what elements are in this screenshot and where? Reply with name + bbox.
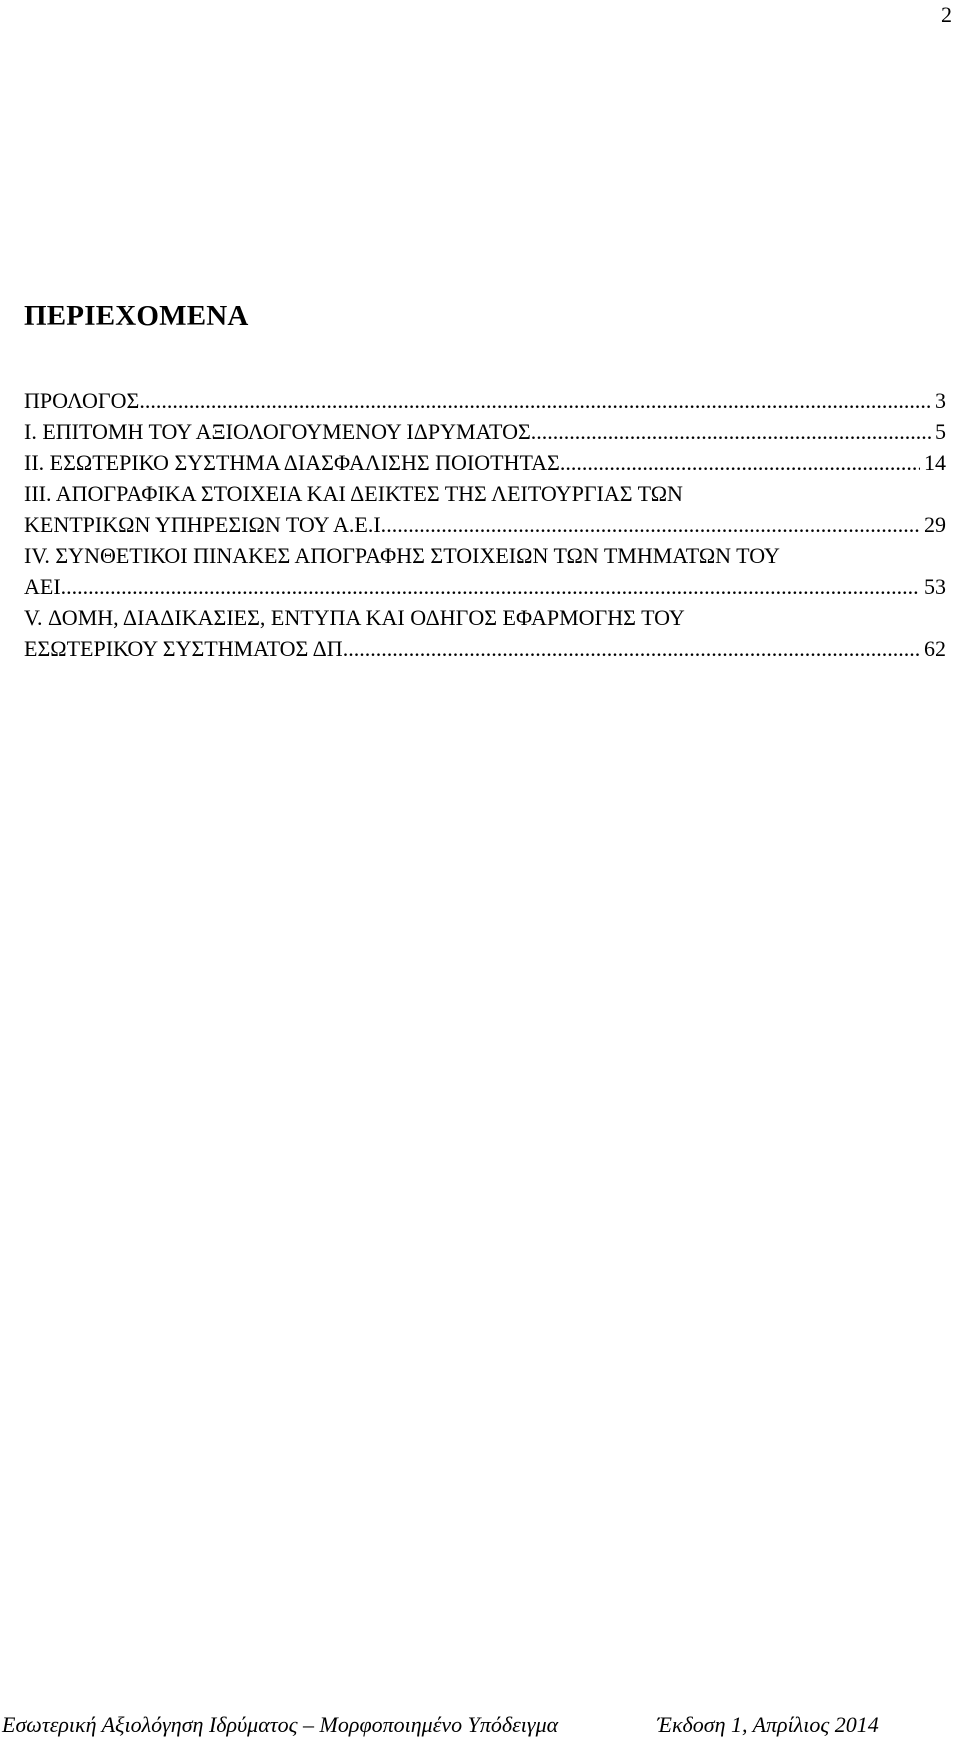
- toc-page-number: 62: [924, 636, 946, 661]
- toc-entry-text: ΙΙ. ΕΣΩΤΕΡΙΚΟ ΣΥΣΤΗΜΑ ΔΙΑΣΦΑΛΙΣΗΣ ΠΟΙΟΤΗΤΑΣ: [24, 450, 560, 475]
- toc-page-number: 5: [935, 419, 946, 444]
- toc-title: ΠΕΡΙΕΧΟΜΕΝΑ: [24, 300, 249, 332]
- toc-entry-last-line: [24, 509, 946, 540]
- toc-entry-text: ΠΡΟΛΟΓΟΣ: [24, 388, 140, 413]
- toc-entry-text-line-1: IV. ΣΥΝΘΕΤΙΚΟΙ ΠΙΝΑΚΕΣ ΑΠΟΓΡΑΦΗΣ ΣΤΟΙΧΕΙΩΝ ΤΩΝ ΤΜΗΜΑΤΩΝ ΤΟΥ: [24, 543, 780, 568]
- toc-leader-dots: [560, 447, 920, 478]
- toc-entry-section-2[interactable]: [24, 447, 946, 478]
- toc-leader-dots: [386, 509, 920, 540]
- toc-entry-text-line-2: ΕΣΩΤΕΡΙΚΟΥ ΣΥΣΤΗΜΑΤΟΣ ΔΠ: [24, 636, 343, 661]
- toc-page-number: 53: [924, 574, 946, 599]
- page-number: 2: [941, 2, 952, 27]
- toc-leader-dots: [531, 416, 931, 447]
- toc-leader-dots: [139, 385, 931, 416]
- toc-leader-dots: [343, 633, 920, 664]
- toc-entry-section-4[interactable]: [24, 540, 946, 602]
- toc-page-number: 29: [924, 512, 946, 537]
- toc-entry-text: Ι. ΕΠΙΤΟΜΗ ΤΟΥ ΑΞΙΟΛΟΓΟΥΜΕΝΟΥ ΙΔΡΥΜΑΤΟΣ: [24, 419, 531, 444]
- footer-document-title: Εσωτερική Αξιολόγηση Ιδρύματος – Μορφοποιημένο Υπόδειγμα: [2, 1712, 559, 1737]
- toc-entry-text-line-1: V. ΔΟΜΗ, ΔΙΑΔΙΚΑΣΙΕΣ, ΕΝΤΥΠΑ ΚΑΙ ΟΔΗΓΟΣ ΕΦΑΡΜΟΓΗΣ ΤΟΥ: [24, 605, 685, 630]
- toc-entry-last-line: [24, 633, 946, 664]
- toc-entry-text-line-1: ΙΙΙ. ΑΠΟΓΡΑΦΙΚΑ ΣΤΟΙΧΕΙΑ ΚΑΙ ΔΕΙΚΤΕΣ ΤΗΣ ΛΕΙΤΟΥΡΓΙΑΣ ΤΩΝ: [24, 481, 683, 506]
- toc-entry-last-line: [24, 571, 946, 602]
- toc-entry-section-1[interactable]: [24, 416, 946, 447]
- toc-entry-prologue[interactable]: [24, 385, 946, 416]
- footer-version: Έκδοση 1, Απρίλιος 2014: [657, 1712, 879, 1737]
- table-of-contents: [24, 385, 946, 664]
- toc-leader-dots: [61, 571, 920, 602]
- toc-page-number: 3: [935, 388, 946, 413]
- toc-entry-text-line-2: ΚΕΝΤΡΙΚΩΝ ΥΠΗΡΕΣΙΩΝ ΤΟΥ Α.Ε.Ι.: [24, 512, 387, 537]
- toc-entry-section-3[interactable]: [24, 478, 946, 540]
- toc-page-number: 14: [924, 450, 946, 475]
- toc-entry-text-line-2: ΑΕΙ: [24, 574, 61, 599]
- toc-entry-section-5[interactable]: [24, 602, 946, 664]
